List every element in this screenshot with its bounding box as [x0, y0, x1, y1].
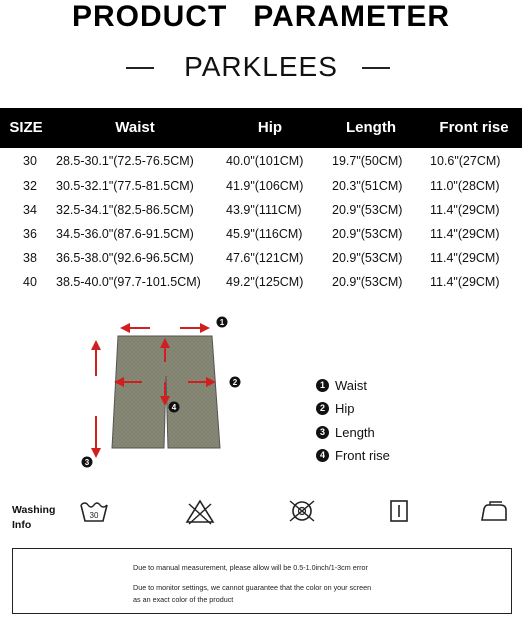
header-size: SIZE: [9, 119, 43, 136]
size-table-header: [0, 108, 522, 148]
cell-waist: 38.5-40.0"(97.7-101.5CM): [56, 275, 201, 289]
header-waist: Waist: [115, 119, 155, 136]
legend-label: Front rise: [335, 448, 390, 463]
brand-name: PARKLEES: [184, 51, 338, 82]
cell-hip: 49.2"(125CM): [226, 275, 304, 289]
cell-waist: 34.5-36.0"(87.6-91.5CM): [56, 227, 194, 241]
legend-label: Hip: [335, 401, 355, 416]
cell-waist: 36.5-38.0"(92.6-96.5CM): [56, 251, 194, 265]
marker-4: [169, 402, 180, 413]
cell-hip: 40.0"(101CM): [226, 154, 304, 168]
marker-3-label: 3: [84, 458, 90, 467]
cell-waist: 30.5-32.1"(77.5-81.5CM): [56, 179, 194, 193]
marker-4-label: 4: [171, 403, 177, 412]
table-row: [0, 270, 522, 294]
table-row: [0, 222, 522, 246]
cell-front-rise: 11.4"(29CM): [430, 227, 500, 241]
cell-front-rise: 11.4"(29CM): [430, 203, 500, 217]
cell-length: 20.9"(53CM): [332, 275, 403, 289]
cell-hip: 43.9"(111CM): [226, 203, 302, 217]
wash-30-icon: [78, 496, 110, 526]
table-row: [0, 198, 522, 222]
legend-num: 2: [316, 402, 329, 415]
cell-size: 32: [23, 179, 37, 193]
iron-low-icon: [478, 496, 510, 526]
title-parameter: PARAMETER: [253, 0, 451, 33]
disclaimer-line: as an exact color of the product: [133, 595, 234, 604]
disclaimer-box: [12, 548, 512, 614]
cell-size: 36: [23, 227, 37, 241]
table-row: [0, 246, 522, 270]
cell-size: 34: [23, 203, 37, 217]
cell-hip: 41.9"(106CM): [226, 179, 304, 193]
cell-length: 20.9"(53CM): [332, 251, 403, 265]
wash-temperature: 30: [89, 511, 99, 520]
washing-label: [12, 503, 55, 533]
marker-1: [217, 317, 228, 328]
cell-size: 30: [23, 154, 37, 168]
header-hip: Hip: [257, 119, 283, 136]
washing-label-line2: Info: [12, 519, 32, 531]
cell-size: 40: [23, 275, 37, 289]
marker-3: [82, 457, 93, 468]
cell-length: 20.9"(53CM): [332, 203, 403, 217]
cell-front-rise: 10.6"(27CM): [430, 154, 501, 168]
cell-front-rise: 11.4"(29CM): [430, 275, 500, 289]
title-product: PRODUCT: [71, 0, 228, 33]
cell-length: 19.7"(50CM): [332, 154, 403, 168]
cell-waist: 32.5-34.1"(82.5-86.5CM): [56, 203, 194, 217]
table-row: [0, 149, 522, 173]
header-length: Length: [346, 119, 396, 136]
brand-row: [0, 50, 522, 84]
legend-num: 1: [316, 379, 329, 392]
cell-hip: 47.6"(121CM): [226, 251, 304, 265]
shorts-measurement-diagram: [70, 306, 260, 486]
marker-2-label: 2: [232, 378, 238, 387]
page-title: [0, 0, 522, 34]
cell-front-rise: 11.4"(29CM): [430, 251, 500, 265]
legend-label: Waist: [335, 378, 368, 393]
disclaimer-line: Due to manual measurement, please allow will be 0.5-1.0inch/1-3cm error: [133, 563, 368, 572]
brand-dash-right: [362, 67, 390, 69]
cell-hip: 45.9"(116CM): [226, 227, 303, 241]
cell-waist: 28.5-30.1"(72.5-76.5CM): [56, 154, 194, 168]
disclaimer-line: Due to monitor settings, we cannot guarantee that the color on your screen: [133, 583, 372, 592]
legend-num: 3: [316, 426, 329, 439]
legend-num: 4: [316, 449, 329, 462]
washing-label-line1: Washing: [12, 504, 56, 516]
cell-front-rise: 11.0"(28CM): [430, 179, 500, 193]
marker-1-label: 1: [219, 318, 225, 327]
cell-size: 38: [23, 251, 37, 265]
no-bleach-icon: [184, 496, 216, 526]
shorts-diagram-svg: [70, 306, 260, 486]
table-row: [0, 174, 522, 198]
cell-length: 20.9"(53CM): [332, 227, 403, 241]
header-front-rise: Front rise: [439, 119, 509, 136]
line-dry-icon: [383, 496, 415, 526]
no-tumble-dry-icon: [286, 496, 318, 526]
washing-info: [0, 490, 522, 536]
legend-label: Length: [335, 425, 375, 440]
cell-length: 20.3"(51CM): [332, 179, 403, 193]
marker-2: [230, 377, 241, 388]
